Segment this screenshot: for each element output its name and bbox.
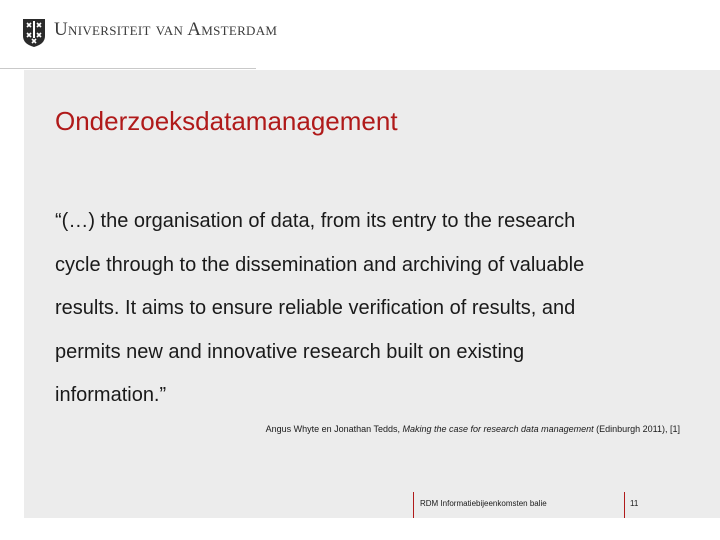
citation-details: (Edinburgh 2011), [1] — [593, 424, 680, 434]
quote-line: “(…) the organisation of data, from its entry to the research — [55, 210, 576, 232]
citation-work: Making the case for research data management — [402, 424, 594, 434]
footer-divider — [413, 492, 414, 518]
quote-line: permits new and innovative research built on existing — [55, 340, 525, 363]
footer-event: RDM Informatiebijeenkomsten balie — [420, 499, 547, 508]
footer-divider — [624, 492, 625, 518]
uva-crest-icon — [22, 18, 46, 48]
quote-line: cycle through to the dissemination and archiving of valuable — [55, 253, 585, 276]
citation-authors: Angus Whyte en Jonathan Tedds, — [265, 424, 403, 434]
page-number: 11 — [630, 499, 639, 508]
quote-line: results. It aims to ensure reliable verification of results, and — [55, 297, 576, 319]
university-name: Universiteit van Amsterdam — [54, 19, 278, 40]
quote-block — [55, 200, 695, 418]
quote-line: information.” — [55, 384, 167, 406]
citation — [266, 424, 680, 434]
slide-title: Onderzoeksdatamanagement — [55, 106, 398, 136]
slide-header — [0, 0, 720, 70]
header-divider — [0, 68, 256, 69]
